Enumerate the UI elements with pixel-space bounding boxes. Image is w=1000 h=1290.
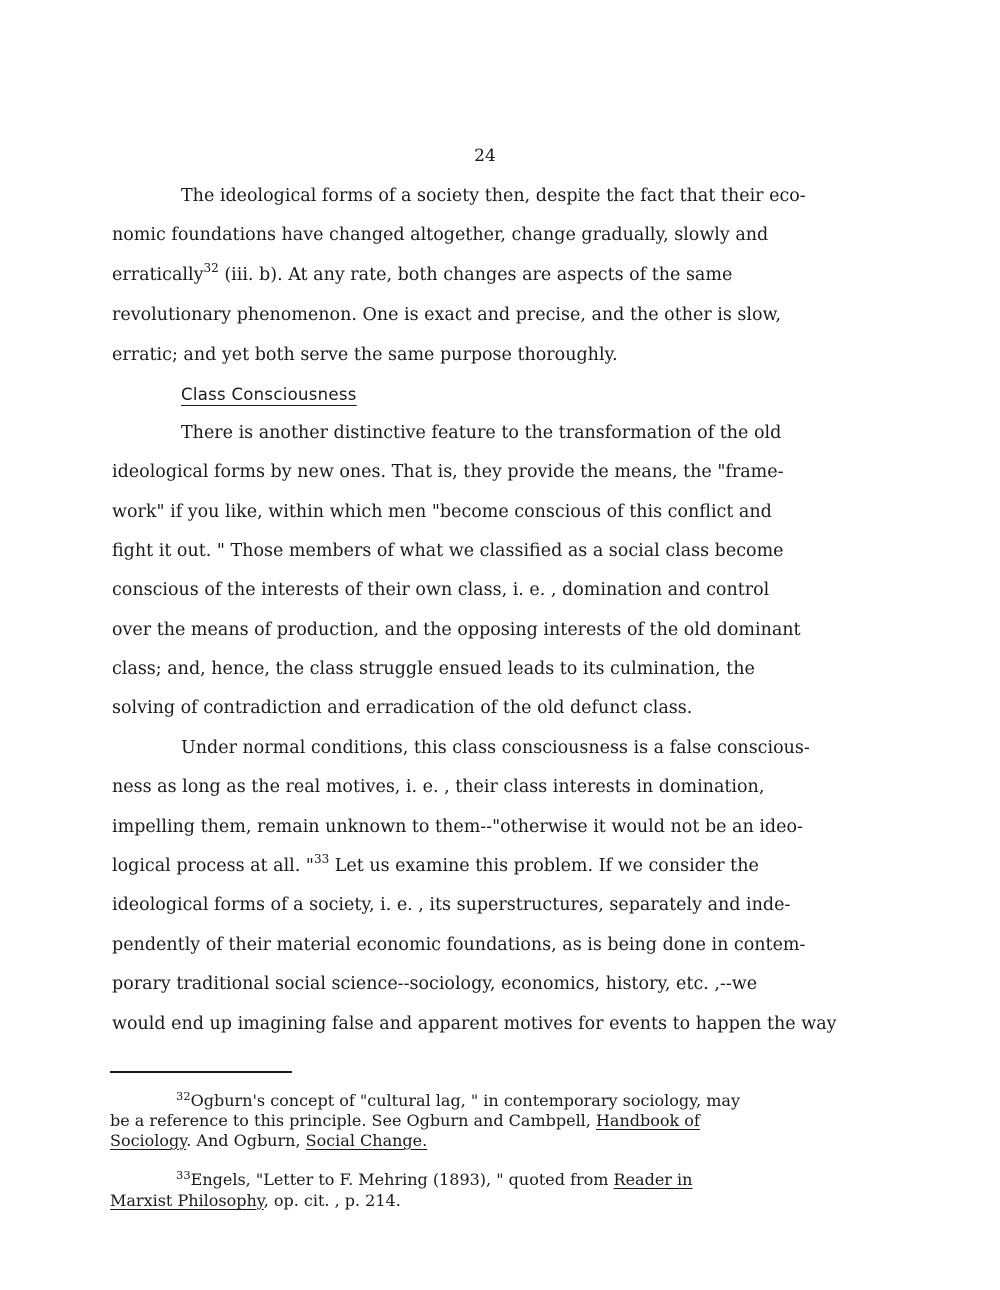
footnote-ref-32: 32: [203, 261, 219, 275]
footnote-number: 32: [176, 1089, 191, 1103]
text-run: Let us examine this problem. If we consider the: [329, 856, 759, 876]
text-line: Under normal conditions, this class consciousness is a false conscious-: [181, 738, 810, 758]
text-line: [112, 261, 733, 286]
text-run: . And Ogburn,: [186, 1131, 306, 1150]
footnote-line: [110, 1111, 700, 1130]
book-title-link: Sociology: [110, 1131, 187, 1150]
text-line: The ideological forms of a society then, despite the fact that their eco-: [181, 186, 806, 206]
text-run: Ogburn's concept of "cultural lag, " in contemporary sociology, may: [190, 1091, 740, 1110]
footnote-line: [176, 1170, 692, 1189]
book-title-link: Reader in: [613, 1170, 693, 1189]
text-line: nomic foundations have changed altogether, change gradually, slowly and: [112, 225, 769, 245]
text-line: class; and, hence, the class struggle ensued leads to its culmination, the: [112, 659, 755, 679]
footnote-number: 33: [176, 1168, 191, 1182]
footnote-ref-33: 33: [313, 852, 330, 866]
text-line: would end up imagining false and apparent motives for events to happen the way: [112, 1014, 837, 1034]
book-title-link: Handbook of: [595, 1111, 700, 1130]
text-line: There is another distinctive feature to the transformation of the old: [181, 423, 782, 443]
text-line: revolutionary phenomenon. One is exact and precise, and the other is slow,: [112, 305, 782, 325]
text-line: work" if you like, within which men "become conscious of this conflict and: [112, 502, 772, 522]
text-line: fight it out. " Those members of what we classified as a social class become: [112, 541, 784, 561]
book-title-link: Social Change.: [305, 1131, 428, 1150]
text-line: ness as long as the real motives, i. e. , their class interests in domination,: [112, 777, 765, 797]
page-number: 24: [474, 146, 496, 166]
text-line: porary traditional social science--sociology, economics, history, etc. ,--we: [112, 974, 758, 994]
footnote-line: [110, 1131, 427, 1150]
footnote-divider: [110, 1071, 292, 1073]
text-run: be a reference to this principle. See Ogburn and Cambpell,: [110, 1111, 596, 1130]
text-line: [112, 852, 759, 877]
footnote-line: [176, 1091, 740, 1110]
footnote-line: [110, 1191, 401, 1210]
section-heading: Class Consciousness: [181, 385, 357, 404]
text-run: , op. cit. , p. 214.: [263, 1191, 401, 1210]
text-line: over the means of production, and the opposing interests of the old dominant: [112, 620, 801, 640]
text-run: Engels, "Letter to F. Mehring (1893), " quoted from: [190, 1170, 614, 1189]
text-line: pendently of their material economic foundations, as is being done in contem-: [112, 935, 806, 955]
text-line: ideological forms by new ones. That is, they provide the means, the "frame-: [112, 462, 784, 482]
book-title-link: Marxist Philosophy: [110, 1191, 264, 1210]
text-line: erratic; and yet both serve the same purpose thoroughly.: [112, 345, 618, 365]
text-line: conscious of the interests of their own class, i. e. , domination and control: [112, 580, 770, 600]
text-run: (iii. b). At any rate, both changes are aspects of the same: [218, 265, 733, 285]
text-line: ideological forms of a society, i. e. , its superstructures, separately and inde-: [112, 895, 791, 915]
text-run: erratically: [112, 265, 204, 285]
text-run: logical process at all. ": [112, 856, 314, 876]
text-line: impelling them, remain unknown to them--"otherwise it would not be an ideo-: [112, 817, 803, 837]
text-line: solving of contradiction and erradication of the old defunct class.: [112, 698, 693, 718]
